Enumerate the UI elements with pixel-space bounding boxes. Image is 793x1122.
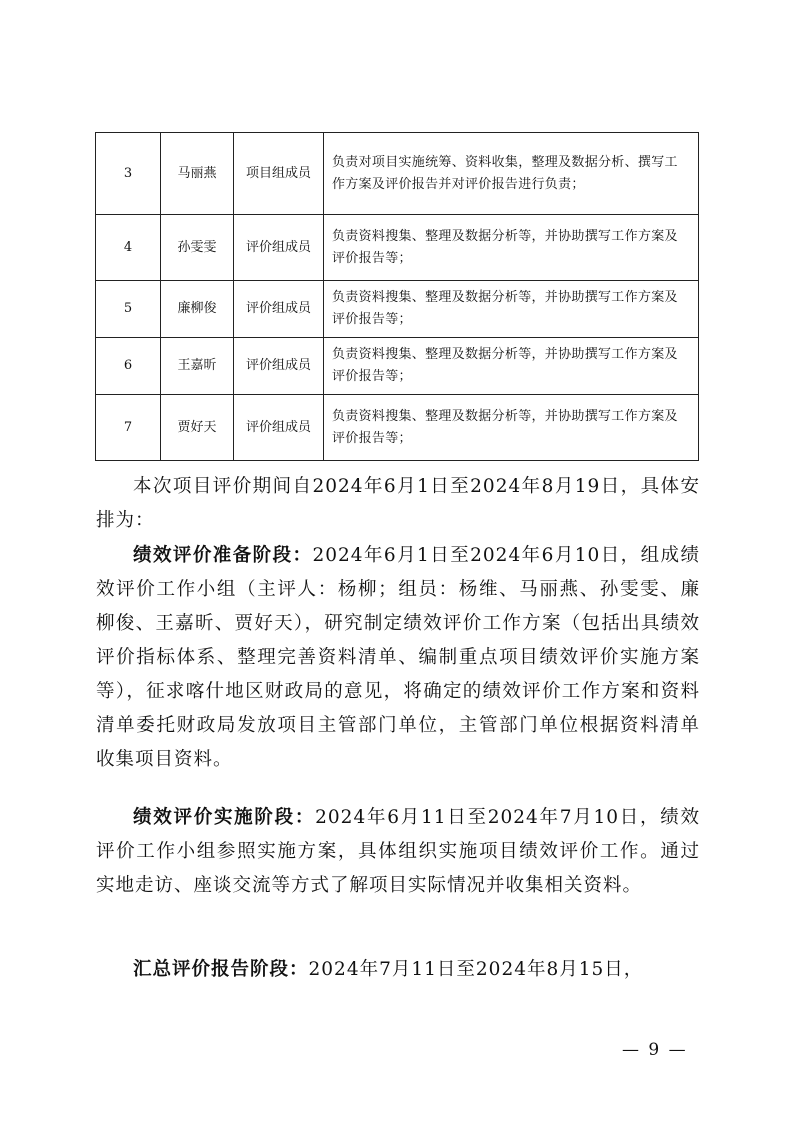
phase-preparation xyxy=(96,539,700,777)
schedule-intro xyxy=(96,470,700,538)
phase-implementation xyxy=(96,801,700,903)
member-number: 7 xyxy=(96,395,161,461)
member-name: 贾好天 xyxy=(161,395,234,461)
phase-preparation-text: 2024年6月1日至2024年6月10日，组成绩效评价工作小组（主评人：杨柳；组员：杨维、马丽燕、孙雯雯、廉柳俊、王嘉昕、贾好天），研究制定绩效评价工作方案（包括出具绩效评价指标体系、整理完善资料清单、编制重点项目绩效评价实施方案等），征求喀什地区财政局的意见，将确定的绩效评价工作方案和资料清单委托财政局发放项目主管部门单位，主管部门单位根据资料清单收集项目资料。 xyxy=(96,545,700,770)
member-name: 廉柳俊 xyxy=(161,281,234,338)
page-number: — 9 — xyxy=(622,1040,688,1060)
member-duty: 负责对项目实施统筹、资料收集，整理及数据分析、撰写工作方案及评价报告并对评价报告进行负责； xyxy=(324,133,699,215)
phase-summary-report-label: 汇总评价报告阶段： xyxy=(133,959,309,980)
member-role: 评价组成员 xyxy=(234,215,324,281)
member-duty: 负责资料搜集、整理及数据分析等，并协助撰写工作方案及评价报告等； xyxy=(324,338,699,395)
member-name: 马丽燕 xyxy=(161,133,234,215)
schedule-intro-text: 本次项目评价期间自2024年6月1日至2024年8月19日，具体安排为： xyxy=(96,476,700,531)
member-role: 评价组成员 xyxy=(234,338,324,395)
evaluation-team-table xyxy=(95,132,699,461)
member-number: 3 xyxy=(96,133,161,215)
member-duty: 负责资料搜集、整理及数据分析等，并协助撰写工作方案及评价报告等； xyxy=(324,281,699,338)
member-role: 评价组成员 xyxy=(234,395,324,461)
member-number: 5 xyxy=(96,281,161,338)
phase-summary-report-text: 2024年7月11日至2024年8月15日， xyxy=(308,959,644,980)
member-number: 4 xyxy=(96,215,161,281)
table-row xyxy=(96,133,699,215)
table-row xyxy=(96,281,699,338)
team-table-body xyxy=(96,133,699,461)
member-duty: 负责资料搜集、整理及数据分析等，并协助撰写工作方案及评价报告等； xyxy=(324,395,699,461)
table-row xyxy=(96,215,699,281)
table-row xyxy=(96,338,699,395)
member-role: 评价组成员 xyxy=(234,281,324,338)
table-row xyxy=(96,395,699,461)
member-duty: 负责资料搜集、整理及数据分析等，并协助撰写工作方案及评价报告等； xyxy=(324,215,699,281)
phase-implementation-text: 2024年6月11日至2024年7月10日，绩效评价工作小组参照实施方案，具体组织实施项目绩效评价工作。通过实地走访、座谈交流等方式了解项目实际情况并收集相关资料。 xyxy=(96,807,700,896)
member-name: 孙雯雯 xyxy=(161,215,234,281)
member-role: 项目组成员 xyxy=(234,133,324,215)
phase-summary-report xyxy=(96,953,700,987)
member-name: 王嘉昕 xyxy=(161,338,234,395)
phase-preparation-label: 绩效评价准备阶段： xyxy=(133,545,313,566)
phase-implementation-label: 绩效评价实施阶段： xyxy=(133,807,316,828)
member-number: 6 xyxy=(96,338,161,395)
